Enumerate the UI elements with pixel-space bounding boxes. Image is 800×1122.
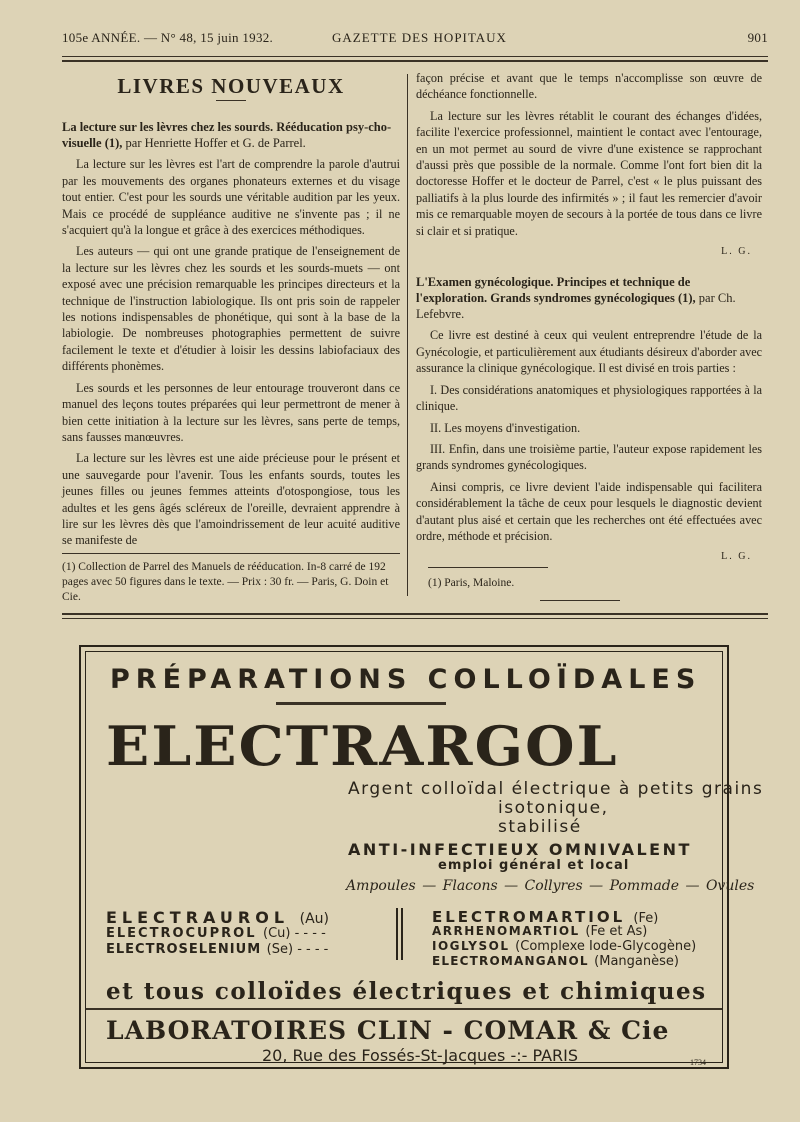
- paragraph: La lecture sur les lèvres est l'art de comprendre la parole d'autrui par les mouvements des organes phonateurs externes et du visage tout entier. C'est pour les sourds une véritable audition par les yeux. Mais ce procédé de suppléance auditive ne s'invente pas ; il ne s'acquiert qu'à la longue et grâce à des exercices méthodiques.: [62, 157, 400, 238]
- ad-product: [432, 954, 679, 969]
- ad-product: [432, 924, 647, 939]
- paragraph: façon précise et avant que le temps n'accomplisse son œuvre de déchéance fonctionnelle.: [416, 71, 762, 102]
- paragraph: Les sourds et les personnes de leur entourage trouveront dans ce manuel des leçons toutes préparées qui leur permettront de mener à bien cette initiation à la lecture sur les lèvres, sans perte de temps, sans fausses manœuvres.: [62, 380, 400, 444]
- right-column: [416, 70, 762, 580]
- ad-product: [432, 939, 696, 954]
- ad-product-name: ARRHENOMARTIOL: [432, 924, 580, 938]
- book-title-2-text: L'Examen gynécologique. Principes et technique de l'exploration. Grands syndromes gynécologiques (1),: [416, 275, 696, 306]
- ad-forms: Ampoules — Flacons — Collyres — Pommade — Ovules: [346, 878, 755, 894]
- signature-2: L. G.: [721, 551, 752, 563]
- header-rule-top: [62, 56, 768, 57]
- ad-product: [106, 926, 326, 941]
- ad-product-suffix: (Se) - - - -: [266, 942, 329, 957]
- ad-anti: ANTI-INFECTIEUX OMNIVALENT: [348, 840, 692, 859]
- ad-headline-rule: [276, 702, 446, 705]
- ad-product-suffix: (Au): [299, 911, 329, 927]
- ad-frame: [85, 651, 764, 1067]
- ad-laboratory: LABORATOIRES CLIN - COMAR & Cie: [106, 1016, 670, 1045]
- header-rule-bottom: [62, 60, 768, 62]
- page-number: 901: [747, 30, 768, 45]
- left-column: [62, 74, 400, 554]
- paragraph: Les auteurs — qui ont une grande pratique de l'enseignement de la lecture sur les lèvres chez les sourds et les sourds-muets — ont exposé avec une précision remarquable les principes directeurs et la technique de l'instruction labiologique. Ils ont pris soin de rappeler les notions indispensables de phonétique, qui sont à la base de la labiologie. De nombreuses photographies permettent de suivre facilement le texte et d'étudier à loisir les dessins labiofaciaux des différents phonèmes.: [62, 244, 400, 374]
- section-rule-bottom: [62, 618, 768, 619]
- ad-divider: [401, 908, 403, 960]
- ad-product-name: ELECTROMANGANOL: [432, 954, 589, 968]
- paragraph: Ainsi compris, ce livre devient l'aide indispensable qui facilitera considérablement la tâche de ceux pour lesquels le diagnostic devient d'autant plus aisé et certain que les recherches ont été effectuées avec ordre, méthode et précision.: [416, 479, 762, 543]
- ad-product-suffix: (Cu) - - - -: [263, 926, 326, 941]
- column-divider: [407, 74, 408, 596]
- list-item: II. Les moyens d'investigation.: [430, 420, 581, 435]
- ad-description: [348, 780, 763, 837]
- ad-product: [106, 908, 329, 927]
- footnote-right: (1) Paris, Maloine.: [428, 577, 515, 589]
- section-rule-top: [62, 613, 768, 615]
- ad-headline: PRÉPARATIONS COLLOÏDALES: [110, 664, 702, 695]
- ad-tagline-rule: [86, 1008, 722, 1010]
- ad-product-suffix: (Manganèse): [594, 954, 679, 969]
- list-item: I. Des considérations anatomiques et physiologiques rapportées à la clinique.: [416, 382, 762, 414]
- paragraph: Ce livre est destiné à ceux qui veulent entreprendre l'étude de la Gynécologie, et particulièrement aux étudiants désireux d'aborder avec assurance la clinique gynécologique. Il est divisé en trois parties :: [416, 328, 763, 376]
- ornament-rule: [540, 600, 620, 601]
- ad-brand: ELECTRARGOL: [106, 714, 619, 778]
- paragraph: La lecture sur les lèvres rétablit le courant des échanges d'idées, facilite l'exercice professionnel, maintient le contact avec l'entourage, en un mot permet au sourd de vivre d'une existence se rapprochant d'aussi près que possible de la normale. Comme l'ont fort bien dit la doctoresse Hoffer et le docteur de Parrel, c'est « le plus puissant des palliatifs à la plus lourde des infirmités » ; il faut les remercier d'avoir mis ce remarquable moyen de secours à la portée de tous dans ce livre si clair et si pratique.: [416, 108, 762, 238]
- book-title-2: [416, 274, 762, 322]
- book-authors-2: par Ch. Lefebvre.: [416, 291, 736, 322]
- ad-desc-line: stabilisé: [498, 817, 582, 837]
- ad-product-suffix: (Fe et As): [585, 924, 648, 939]
- ad-desc-line: isotonique,: [498, 798, 609, 818]
- ad-divider: [396, 908, 398, 960]
- running-header: [62, 30, 768, 50]
- ad-product-name: ELECTROSELENIUM: [106, 942, 262, 957]
- book-title-1-text: La lecture sur les lèvres chez les sourds. Rééducation psy-cho-visuelle (1),: [62, 120, 392, 151]
- section-title: LIVRES NOUVEAUX: [117, 74, 345, 98]
- journal-title: GAZETTE DES HOPITAUX: [332, 30, 507, 45]
- ad-product-name: ELECTRAUROL: [106, 908, 290, 927]
- list-item: III. Enfin, dans une troisième partie, l'auteur expose rapidement les grands syndromes gynécologiques.: [416, 441, 762, 473]
- footnote-left: (1) Collection de Parrel des Manuels de rééducation. In-8 carré de 192 pages avec 50 figures dans le texte. — Prix : 30 fr. — Paris, G. Doin et Cie.: [62, 561, 389, 603]
- ad-product-suffix: (Complexe Iode-Glycogène): [515, 939, 697, 954]
- ad-emploi: emploi général et local: [438, 858, 630, 873]
- title-rule: [216, 100, 246, 101]
- ad-product: [106, 942, 328, 957]
- issue-line: 105e ANNÉE. — N° 48, 15 juin 1932.: [62, 30, 274, 45]
- book-authors-1: par Henriette Hoffer et G. de Parrel.: [125, 136, 306, 151]
- ad-product-name: ELECTROCUPROL: [106, 926, 257, 941]
- footnote-rule-left: [62, 553, 400, 554]
- footnote-rule-right: [428, 567, 548, 568]
- ad-product-name: ELECTROMARTIOL: [432, 908, 626, 926]
- signature-1: L. G.: [721, 246, 752, 258]
- ad-reference: 1734: [690, 1058, 706, 1067]
- ad-product-suffix: (Fe): [633, 911, 659, 926]
- ad-product-name: IOGLYSOL: [432, 939, 510, 953]
- advertisement: [79, 645, 764, 1069]
- book-title-1: [62, 119, 400, 151]
- ad-tagline: et tous colloïdes électriques et chimiques: [106, 978, 707, 1005]
- ad-address: 20, Rue des Fossés-St-Jacques -:- PARIS: [262, 1046, 579, 1065]
- ad-desc-line: Argent colloïdal électrique à petits grains: [348, 779, 764, 799]
- paragraph: La lecture sur les lèvres est une aide précieuse pour le présent et une sauvegarde pour l'avenir. Tous les enfants sourds, toutes les jeunes filles ou jeunes femmes atteints d'otospongiose, tous les adultes et les gens âgés scléreux de l'oreille, devraient apprendre à lire sur les lèvres dès que l'amoindrissement de leur acuité auditive se manifeste de: [62, 451, 400, 548]
